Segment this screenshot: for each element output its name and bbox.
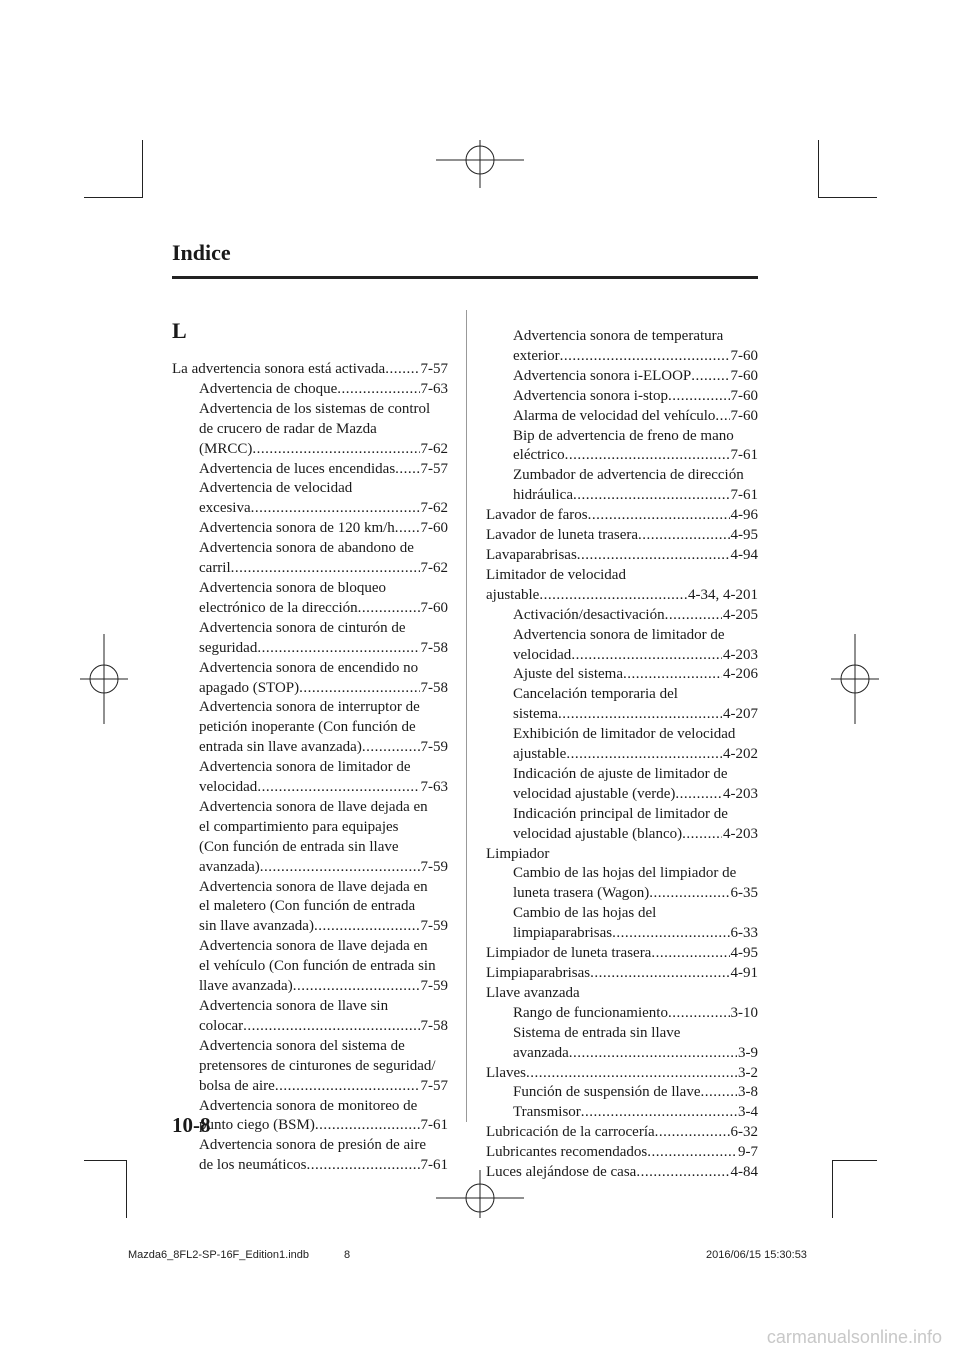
index-entry-row: [513, 606, 758, 626]
index-entry-page: 7-57: [420, 361, 448, 377]
index-entry-term: Advertencia de luces encendidas: [199, 460, 396, 477]
index-entry-page: 4-94: [730, 546, 758, 563]
index-entry: [486, 1004, 758, 1024]
index-entry-row: [513, 1083, 758, 1103]
index-column-right: [486, 327, 758, 1183]
index-entry-term: Función de suspensión de llave: [513, 1084, 701, 1101]
index-entry: [486, 805, 758, 845]
index-entry-term: ajustable: [513, 746, 567, 763]
dot-leader: [306, 1156, 419, 1176]
dot-leader: [526, 1064, 737, 1084]
index-entry-page: 4-96: [730, 507, 758, 524]
dot-leader: [571, 646, 722, 666]
index-entry-page: 3-4: [738, 1104, 758, 1121]
index-entry-row: [513, 825, 758, 845]
index-entry: [172, 360, 448, 380]
index-entry-page: 7-58: [420, 679, 448, 696]
index-entry-row: [199, 460, 448, 480]
index-entry-line: petición inoperante (Con función de: [199, 719, 416, 736]
dot-leader: [299, 679, 419, 699]
index-entry: [172, 659, 448, 699]
index-entry-line: Indicación principal de limitador de: [513, 805, 728, 822]
index-entry-term: punto ciego (BSM): [199, 1117, 315, 1134]
index-entry: [172, 878, 448, 938]
index-entry-line: el vehículo (Con función de entrada sin: [199, 958, 436, 975]
index-entry-line: Cancelación temporaria del: [513, 686, 678, 703]
index-entry-row: [172, 360, 448, 380]
index-entry-line: Advertencia de los sistemas de control: [199, 400, 431, 417]
index-entry-term: Advertencia sonora i-ELOOP: [513, 367, 692, 384]
index-entry-line: Advertencia sonora de monitoreo de: [199, 1097, 418, 1114]
index-entry-page: 4-205: [723, 606, 758, 623]
index-entry-term: Luces alejándose de casa: [486, 1164, 637, 1181]
index-entry: [486, 1083, 758, 1103]
index-entry-page: 7-61: [730, 487, 758, 504]
index-entry: [486, 685, 758, 725]
dot-leader: [565, 446, 730, 466]
index-entry-term: Llaves: [486, 1064, 526, 1081]
page-header-title: Indice: [172, 240, 231, 265]
header-rule: [172, 276, 758, 279]
index-entry: [172, 798, 448, 878]
index-entry-line: (Con función de entrada sin llave: [199, 838, 399, 855]
index-entry-term: La advertencia sonora está activada: [172, 361, 386, 377]
page-number: 10-8: [172, 1113, 211, 1137]
dot-leader: [252, 440, 419, 460]
index-entry-line: el compartimiento para equipajes: [199, 818, 399, 835]
dot-leader: [651, 944, 729, 964]
index-entry-page: 7-62: [420, 440, 448, 457]
index-entry-row: [199, 917, 448, 937]
index-entry-page: 7-59: [420, 739, 448, 756]
index-entry: [172, 758, 448, 798]
dot-leader: [636, 1163, 729, 1183]
index-entry-page: 7-57: [420, 1077, 448, 1094]
index-entry-page: 7-59: [420, 978, 448, 995]
index-entry-line: Cambio de las hojas del limpiador de: [513, 865, 737, 882]
index-entry-page: 3-8: [738, 1084, 758, 1101]
index-entry-term: de los neumáticos: [199, 1157, 307, 1174]
index-entry-row: [513, 705, 758, 725]
dot-leader: [315, 1116, 420, 1136]
index-entry-line: Advertencia sonora de encendido no: [199, 659, 419, 676]
index-entry-row: [199, 738, 448, 758]
index-entry-line: Advertencia sonora de llave dejada en: [199, 798, 428, 815]
index-entry-term: velocidad: [199, 779, 258, 796]
index-entry-page: 7-63: [420, 380, 448, 397]
index-entry-term: Lubricación de la carrocería: [486, 1124, 655, 1141]
index-entry: [172, 1136, 448, 1176]
index-entry-term: bolsa de aire: [199, 1077, 275, 1094]
index-entry-row: [199, 519, 448, 539]
index-entry: [486, 1103, 758, 1123]
index-entry-row: [513, 785, 758, 805]
dot-leader: [623, 665, 722, 685]
dot-leader: [275, 1077, 420, 1097]
index-entry-line: Advertencia sonora de llave dejada en: [199, 878, 428, 895]
index-entry-term: hidráulica: [513, 487, 573, 504]
index-entry: [486, 626, 758, 666]
index-entry-row: [486, 586, 758, 606]
index-entry: [486, 466, 758, 506]
index-entry-term: Lavador de faros: [486, 507, 588, 524]
index-entry: [172, 619, 448, 659]
index-entry: [486, 526, 758, 546]
index-entry-term: Advertencia de choque: [199, 380, 338, 397]
index-entry-term: Limpiaparabrisas: [486, 965, 591, 981]
index-entry-page: 4-91: [730, 965, 758, 981]
index-entry-page: 7-62: [420, 500, 448, 517]
index-entry-row: [486, 944, 758, 964]
dot-leader: [668, 387, 730, 407]
index-entry: [172, 997, 448, 1037]
index-entry-row: [486, 1143, 758, 1163]
index-entry-line: Bip de advertencia de freno de mano: [513, 427, 734, 444]
index-entry-row: [513, 347, 758, 367]
index-entry-page: 7-58: [420, 639, 448, 656]
index-entry: [486, 725, 758, 765]
index-entry-page: 7-60: [730, 387, 758, 404]
index-entry-page: 4-95: [730, 527, 758, 544]
footer-sheet-number: 8: [344, 1249, 351, 1261]
index-entry: [486, 964, 758, 984]
index-entry-term: Advertencia sonora i-stop: [513, 387, 668, 404]
index-entry: [486, 546, 758, 566]
index-entry-page: 7-62: [420, 560, 448, 577]
index-entry-term: avanzada): [199, 858, 260, 875]
index-entry-term: colocar: [199, 1017, 244, 1034]
index-entry-line: Advertencia sonora de limitador de: [199, 759, 411, 776]
index-entry-term: Ajuste del sistema: [513, 666, 623, 683]
index-entry-row: [513, 1103, 758, 1123]
index-entry-line: el maletero (Con función de entrada: [199, 898, 416, 915]
dot-leader: [577, 546, 730, 566]
dot-leader: [385, 360, 419, 380]
index-entry-line: Advertencia sonora del sistema de: [199, 1037, 405, 1054]
index-entry-line: Llave avanzada: [486, 984, 580, 1001]
index-entry-page: 7-60: [730, 407, 758, 424]
index-entry-term: luneta trasera (Wagon): [513, 885, 650, 902]
index-entry-page: 7-60: [730, 347, 758, 364]
index-entry-line: Sistema de entrada sin llave: [513, 1024, 681, 1041]
index-entry: [486, 665, 758, 685]
index-entry-row: [199, 599, 448, 619]
index-entry-page: 7-61: [730, 447, 758, 464]
index-entry: [486, 864, 758, 904]
index-entry-page: 4-84: [730, 1164, 758, 1181]
index-entry: [172, 400, 448, 460]
index-entry-page: 7-61: [420, 1157, 448, 1174]
index-entry: [172, 579, 448, 619]
index-entry: [486, 984, 758, 1004]
index-entry-page: 6-32: [730, 1124, 758, 1141]
index-entry: [486, 1123, 758, 1143]
index-entry-term: exterior: [513, 347, 560, 364]
index-entry-term: Lavaparabrisas: [486, 546, 577, 563]
index-entry: [486, 1024, 758, 1064]
index-entry-page: 3-10: [730, 1004, 758, 1021]
index-entry-line: Indicación de ajuste de limitador de: [513, 765, 728, 782]
dot-leader: [715, 407, 729, 427]
dot-leader: [358, 599, 420, 619]
index-entry-row: [513, 387, 758, 407]
index-entry-term: Activación/desactivación: [513, 606, 665, 623]
index-entry: [486, 904, 758, 944]
index-entry: [172, 539, 448, 579]
index-entry-term: sin llave avanzada): [199, 918, 314, 935]
dot-leader: [665, 606, 722, 626]
index-entry-row: [486, 1064, 758, 1084]
index-entry-line: Advertencia sonora de llave dejada en: [199, 938, 428, 955]
index-entry-page: 7-60: [730, 367, 758, 384]
index-entry-page: 7-60: [420, 520, 448, 537]
dot-leader: [566, 745, 722, 765]
index-entry: [172, 380, 448, 400]
index-entry-term: sistema: [513, 706, 558, 723]
dot-leader: [231, 559, 420, 579]
index-entry-term: limpiaparabrisas: [513, 925, 613, 942]
dot-leader: [395, 460, 419, 480]
index-entry: [486, 427, 758, 467]
index-entry: [172, 479, 448, 519]
index-entry-line: Advertencia sonora de abandono de: [199, 540, 414, 557]
index-entry-term: Advertencia sonora de 120 km/h: [199, 520, 395, 537]
index-entry-line: Advertencia sonora de cinturón de: [199, 619, 406, 636]
index-entry-row: [513, 1044, 758, 1064]
index-entry-page: 7-60: [420, 599, 448, 616]
index-entry: [486, 506, 758, 526]
dot-leader: [257, 778, 419, 798]
index-entry-row: [199, 778, 448, 798]
index-entry-term: Alarma de velocidad del vehículo: [513, 407, 716, 424]
index-entry-row: [199, 380, 448, 400]
index-entry-line: Advertencia sonora de bloqueo: [199, 579, 387, 596]
index-entry-term: velocidad ajustable (verde): [513, 785, 676, 802]
index-entry: [172, 1097, 448, 1137]
dot-leader: [590, 964, 729, 984]
dot-leader: [675, 785, 722, 805]
dot-leader: [257, 639, 419, 659]
index-entry-row: [513, 745, 758, 765]
dot-leader: [395, 519, 420, 539]
index-entry-term: Transmisor: [513, 1104, 581, 1121]
index-entry-row: [486, 1123, 758, 1143]
section-letter: L: [172, 318, 187, 343]
index-entry: [486, 387, 758, 407]
index-entry: [486, 407, 758, 427]
dot-leader: [638, 526, 730, 546]
index-entry-row: [513, 884, 758, 904]
dot-leader: [655, 1123, 730, 1143]
index-entry-row: [199, 1156, 448, 1176]
index-entry-page: 4-203: [723, 785, 758, 802]
index-entry-line: Advertencia sonora de llave sin: [199, 998, 389, 1014]
index-entry-page: 7-58: [420, 1017, 448, 1034]
index-entry-term: ajustable: [486, 586, 540, 603]
index-entry-row: [199, 499, 448, 519]
index-entry-row: [199, 559, 448, 579]
index-entry-page: 7-61: [420, 1117, 448, 1134]
index-entry-line: Zumbador de advertencia de dirección: [513, 467, 744, 484]
index-entry-row: [486, 964, 758, 984]
index-entry-line: de crucero de radar de Mazda: [199, 420, 377, 437]
index-entry-term: apagado (STOP): [199, 679, 300, 696]
index-entry: [486, 944, 758, 964]
index-entry-row: [199, 1017, 448, 1037]
index-entry-page: 7-59: [420, 918, 448, 935]
index-entry: [172, 460, 448, 480]
index-entry-page: 4-206: [723, 666, 758, 683]
index-entry-term: (MRCC): [199, 440, 253, 457]
index-entry-term: llave avanzada): [199, 978, 293, 995]
index-entry-line: Advertencia sonora de limitador de: [513, 626, 725, 643]
index-entry-page: 9-7: [738, 1144, 758, 1161]
dot-leader: [243, 1017, 419, 1037]
index-entry-row: [513, 367, 758, 387]
dot-leader: [337, 380, 419, 400]
index-entry-term: eléctrico: [513, 447, 565, 464]
index-column-left: [172, 360, 448, 1176]
footer-filename: Mazda6_8FL2-SP-16F_Edition1.indb: [128, 1249, 310, 1261]
index-entry: [172, 1037, 448, 1097]
index-entry-term: Rango de funcionamiento: [513, 1004, 668, 1021]
dot-leader: [668, 1004, 730, 1024]
dot-leader: [569, 1044, 737, 1064]
index-entry-page: 7-57: [420, 460, 448, 477]
index-entry-term: excesiva: [199, 500, 251, 517]
index-entry: [486, 1163, 758, 1183]
index-entry-line: Limitador de velocidad: [486, 566, 626, 583]
index-entry-row: [513, 646, 758, 666]
index-entry-page: 4-34, 4-201: [688, 586, 758, 603]
index-entry: [486, 1064, 758, 1084]
index-entry-row: [199, 1116, 448, 1136]
index-entry-row: [486, 506, 758, 526]
dot-leader: [581, 1103, 737, 1123]
index-entry-page: 4-202: [723, 746, 758, 763]
index-entry-page: 6-35: [730, 885, 758, 902]
index-entry-row: [513, 665, 758, 685]
index-entry-line: Advertencia sonora de temperatura: [513, 328, 724, 344]
index-entry: [172, 937, 448, 997]
index-entry-row: [513, 924, 758, 944]
watermark: carmanualsonline.info: [766, 1327, 942, 1347]
dot-leader: [560, 347, 730, 367]
footer-timestamp: 2016/06/15 15:30:53: [706, 1249, 807, 1261]
index-entry-row: [513, 446, 758, 466]
dot-leader: [700, 1083, 737, 1103]
index-entry-page: 7-63: [420, 779, 448, 796]
index-entry: [172, 698, 448, 758]
index-entry: [486, 765, 758, 805]
index-entry-term: entrada sin llave avanzada): [199, 739, 362, 756]
index-entry: [486, 845, 758, 865]
index-entry: [486, 606, 758, 626]
dot-leader: [558, 705, 722, 725]
dot-leader: [612, 924, 729, 944]
index-entry-row: [199, 1077, 448, 1097]
dot-leader: [647, 1143, 737, 1163]
index-entry-page: 6-33: [730, 925, 758, 942]
dot-leader: [691, 367, 729, 387]
index-entry-line: Advertencia sonora de interruptor de: [199, 699, 420, 716]
index-entry-row: [199, 639, 448, 659]
index-entry-row: [486, 526, 758, 546]
dot-leader: [251, 499, 420, 519]
index-entry-line: Cambio de las hojas del: [513, 905, 657, 922]
index-entry-row: [486, 546, 758, 566]
index-entry-row: [199, 679, 448, 699]
index-entry: [486, 367, 758, 387]
index-entry-term: velocidad: [513, 646, 572, 663]
dot-leader: [682, 825, 722, 845]
index-entry-page: 4-203: [723, 646, 758, 663]
index-entry-term: Limpiador de luneta trasera: [486, 945, 652, 962]
index-entry: [486, 1143, 758, 1163]
index-entry-line: Advertencia de velocidad: [199, 480, 353, 497]
column-divider: [466, 310, 467, 1122]
index-entry-row: [486, 1163, 758, 1183]
dot-leader: [314, 917, 420, 937]
index-entry-page: 7-59: [420, 858, 448, 875]
index-entry-term: velocidad ajustable (blanco): [513, 825, 683, 842]
dot-leader: [260, 858, 420, 878]
index-entry-row: [513, 1004, 758, 1024]
index-entry-row: [513, 407, 758, 427]
index-entry-term: seguridad: [199, 639, 258, 656]
index-entry-line: pretensores de cinturones de seguridad/: [199, 1057, 436, 1074]
dot-leader: [362, 738, 420, 758]
index-entry: [172, 519, 448, 539]
index-entry-term: Lubricantes recomendados: [486, 1144, 648, 1161]
index-entry: [486, 566, 758, 606]
dot-leader: [539, 586, 687, 606]
index-entry: [486, 327, 758, 367]
index-entry-row: [513, 486, 758, 506]
dot-leader: [293, 977, 420, 997]
dot-leader: [649, 884, 729, 904]
dot-leader: [588, 506, 730, 526]
index-entry-page: 3-2: [738, 1064, 758, 1081]
dot-leader: [573, 486, 730, 506]
index-entry-line: Limpiador: [486, 845, 550, 862]
index-entry-row: [199, 858, 448, 878]
index-entry-line: Exhibición de limitador de velocidad: [513, 726, 736, 743]
index-entry-page: 4-95: [730, 945, 758, 962]
index-entry-term: carril: [199, 560, 231, 577]
index-entry-page: 3-9: [738, 1044, 758, 1061]
index-entry-term: electrónico de la dirección: [199, 599, 358, 616]
index-entry-page: 4-207: [723, 706, 758, 723]
index-entry-term: avanzada: [513, 1044, 569, 1061]
index-entry-term: Lavador de luneta trasera: [486, 527, 638, 544]
index-entry-page: 4-203: [723, 825, 758, 842]
index-entry-row: [199, 977, 448, 997]
index-entry-row: [199, 440, 448, 460]
index-entry-line: Advertencia sonora de presión de aire: [199, 1137, 426, 1154]
